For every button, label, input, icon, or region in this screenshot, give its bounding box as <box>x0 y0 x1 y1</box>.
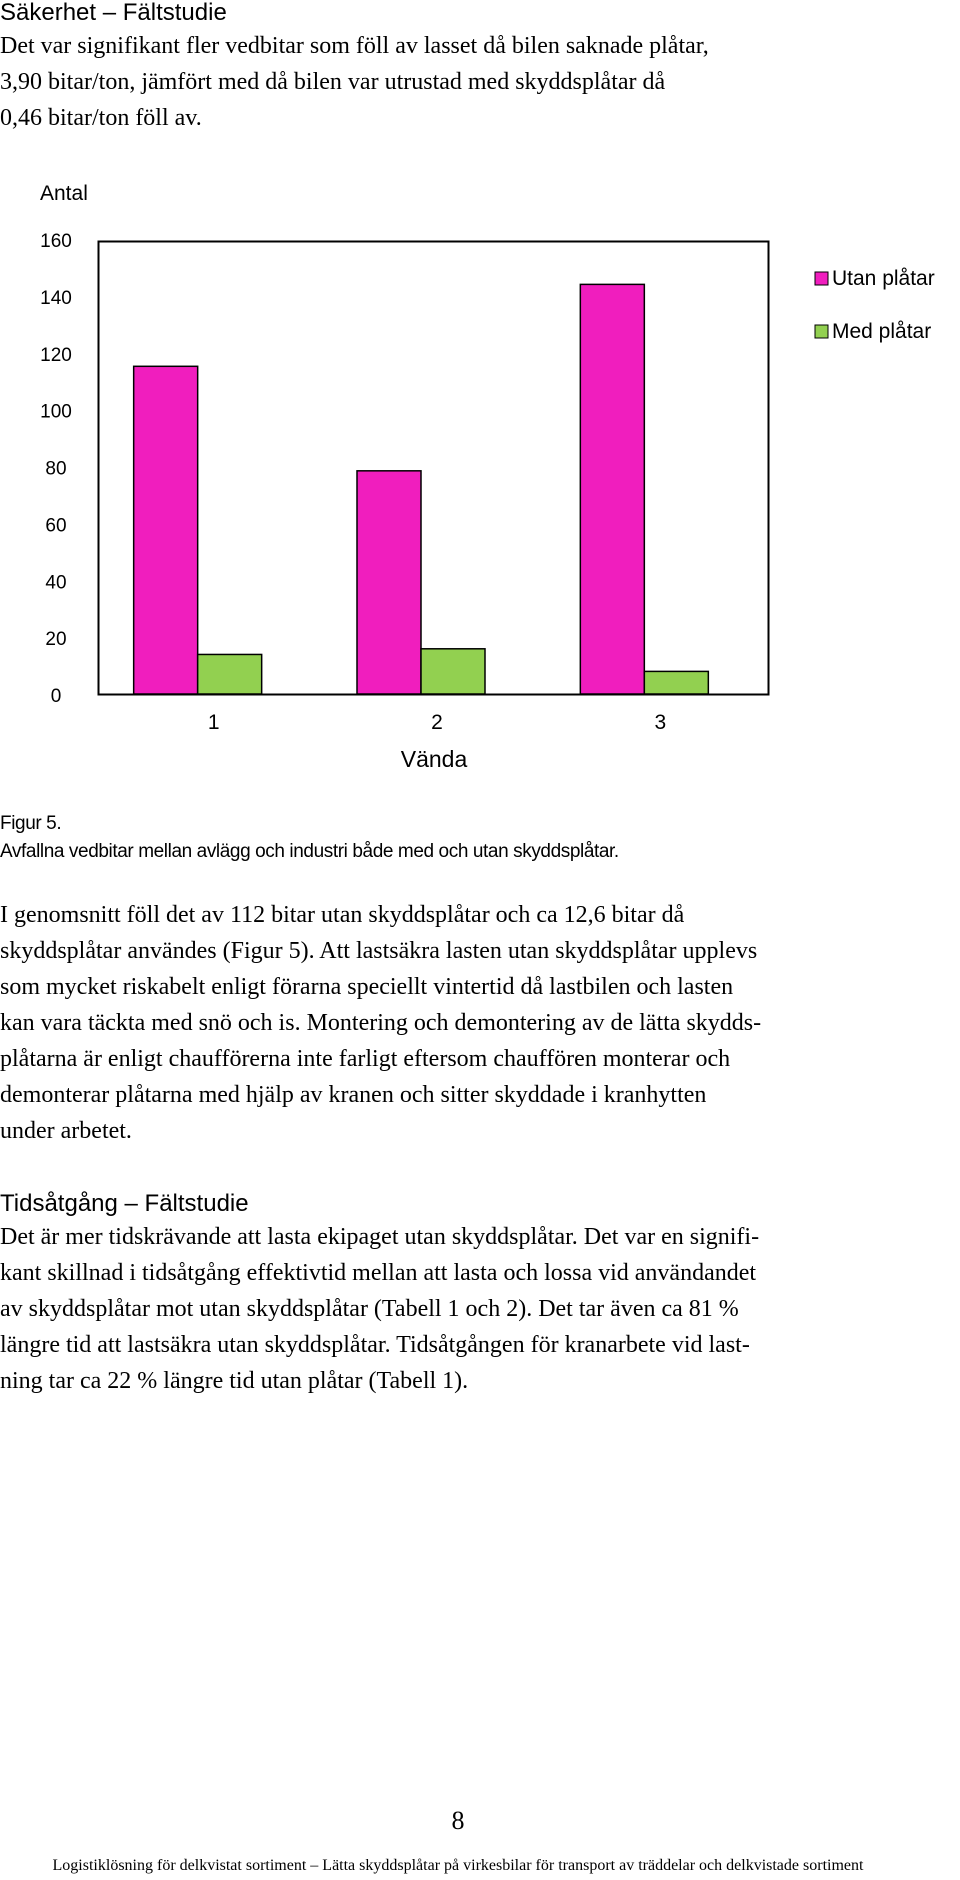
paragraph-line: som mycket riskabelt enligt förarna speciellt vintertid då lastbilen och lasten <box>0 974 734 1000</box>
paragraph-line: längre tid att lastsäkra utan skyddsplåtar. Tidsåtgången för kranarbete vid last- <box>0 1332 750 1358</box>
paragraph-line: Det var signifikant fler vedbitar som föll av lasset då bilen saknade plåtar, <box>0 33 709 59</box>
y-tick-label: 60 <box>45 515 67 537</box>
safety-body-paragraph <box>0 897 930 1149</box>
figure-caption: Avfallna vedbitar mellan avlägg och industri både med och utan skyddsplåtar. <box>0 841 619 862</box>
bar-utan-platar <box>357 471 421 694</box>
bar-med-platar <box>644 671 708 694</box>
x-tick-label: 1 <box>207 711 220 734</box>
legend-swatch <box>815 272 828 285</box>
y-tick-label: 100 <box>40 401 72 423</box>
paragraph-line: av skyddsplåtar mot utan skyddsplåtar (Tabell 1 och 2). Det tar även ca 81 % <box>0 1296 739 1322</box>
y-tick-label: 140 <box>40 287 72 309</box>
legend-label: Med plåtar <box>832 320 932 343</box>
y-tick-label: 120 <box>40 344 72 366</box>
legend-label: Utan plåtar <box>832 267 935 290</box>
x-axis-label: Vända <box>400 746 468 772</box>
y-tick-label: 0 <box>50 686 62 707</box>
page-footer: Logistiklösning för delkvistat sortiment – Lätta skyddsplåtar på virkesbilar för transport av träddelar och delkvistade sortiment <box>52 1857 864 1874</box>
paragraph-line: kan vara täckta med snö och is. Montering och demontering av de lätta skydds- <box>0 1010 762 1036</box>
y-axis-label: Antal <box>40 182 88 205</box>
legend-swatch <box>815 325 828 338</box>
page-number: 8 <box>451 1806 465 1835</box>
y-tick-label: 80 <box>45 458 67 480</box>
paragraph-line: kant skillnad i tidsåtgång effektivtid mellan att lasta och lossa vid användandet <box>0 1260 757 1286</box>
paragraph-line: 0,46 bitar/ton föll av. <box>0 105 202 131</box>
safety-intro-paragraph <box>0 28 930 136</box>
y-tick-label: 40 <box>45 572 67 594</box>
paragraph-line: under arbetet. <box>0 1118 132 1144</box>
plot-area-frame <box>99 242 769 695</box>
y-tick-label: 20 <box>45 629 67 651</box>
paragraph-line: demonterar plåtarna med hjälp av kranen och sitter skyddade i kranhytten <box>0 1082 707 1108</box>
section-heading-safety: Säkerhet – Fältstudie <box>0 0 227 26</box>
paragraph-line: skyddsplåtar användes (Figur 5). Att lastsäkra lasten utan skyddsplåtar upplevs <box>0 938 758 964</box>
paragraph-line: I genomsnitt föll det av 112 bitar utan skyddsplåtar och ca 12,6 bitar då <box>0 902 685 928</box>
x-tick-label: 2 <box>431 711 443 734</box>
paragraph-line: plåtarna är enligt chaufförerna inte farligt eftersom chauffören monterar och <box>0 1046 731 1072</box>
paragraph-line: ning tar ca 22 % längre tid utan plåtar (Tabell 1). <box>0 1368 469 1394</box>
paragraph-line: 3,90 bitar/ton, jämfört med då bilen var utrustad med skyddsplåtar då <box>0 69 666 95</box>
bar-chart <box>0 170 960 780</box>
section-heading-time: Tidsåtgång – Fältstudie <box>0 1190 249 1217</box>
bar-med-platar <box>198 654 262 694</box>
y-tick-label: 160 <box>40 231 72 252</box>
bar-med-platar <box>421 649 485 694</box>
time-paragraph <box>0 1219 930 1399</box>
bar-utan-platar <box>580 284 644 694</box>
bar-utan-platar <box>134 366 198 694</box>
x-tick-label: 3 <box>654 711 667 734</box>
paragraph-line: Det är mer tidskrävande att lasta ekipaget utan skyddsplåtar. Det var en signifi- <box>0 1224 760 1250</box>
figure-label: Figur 5. <box>0 813 62 834</box>
